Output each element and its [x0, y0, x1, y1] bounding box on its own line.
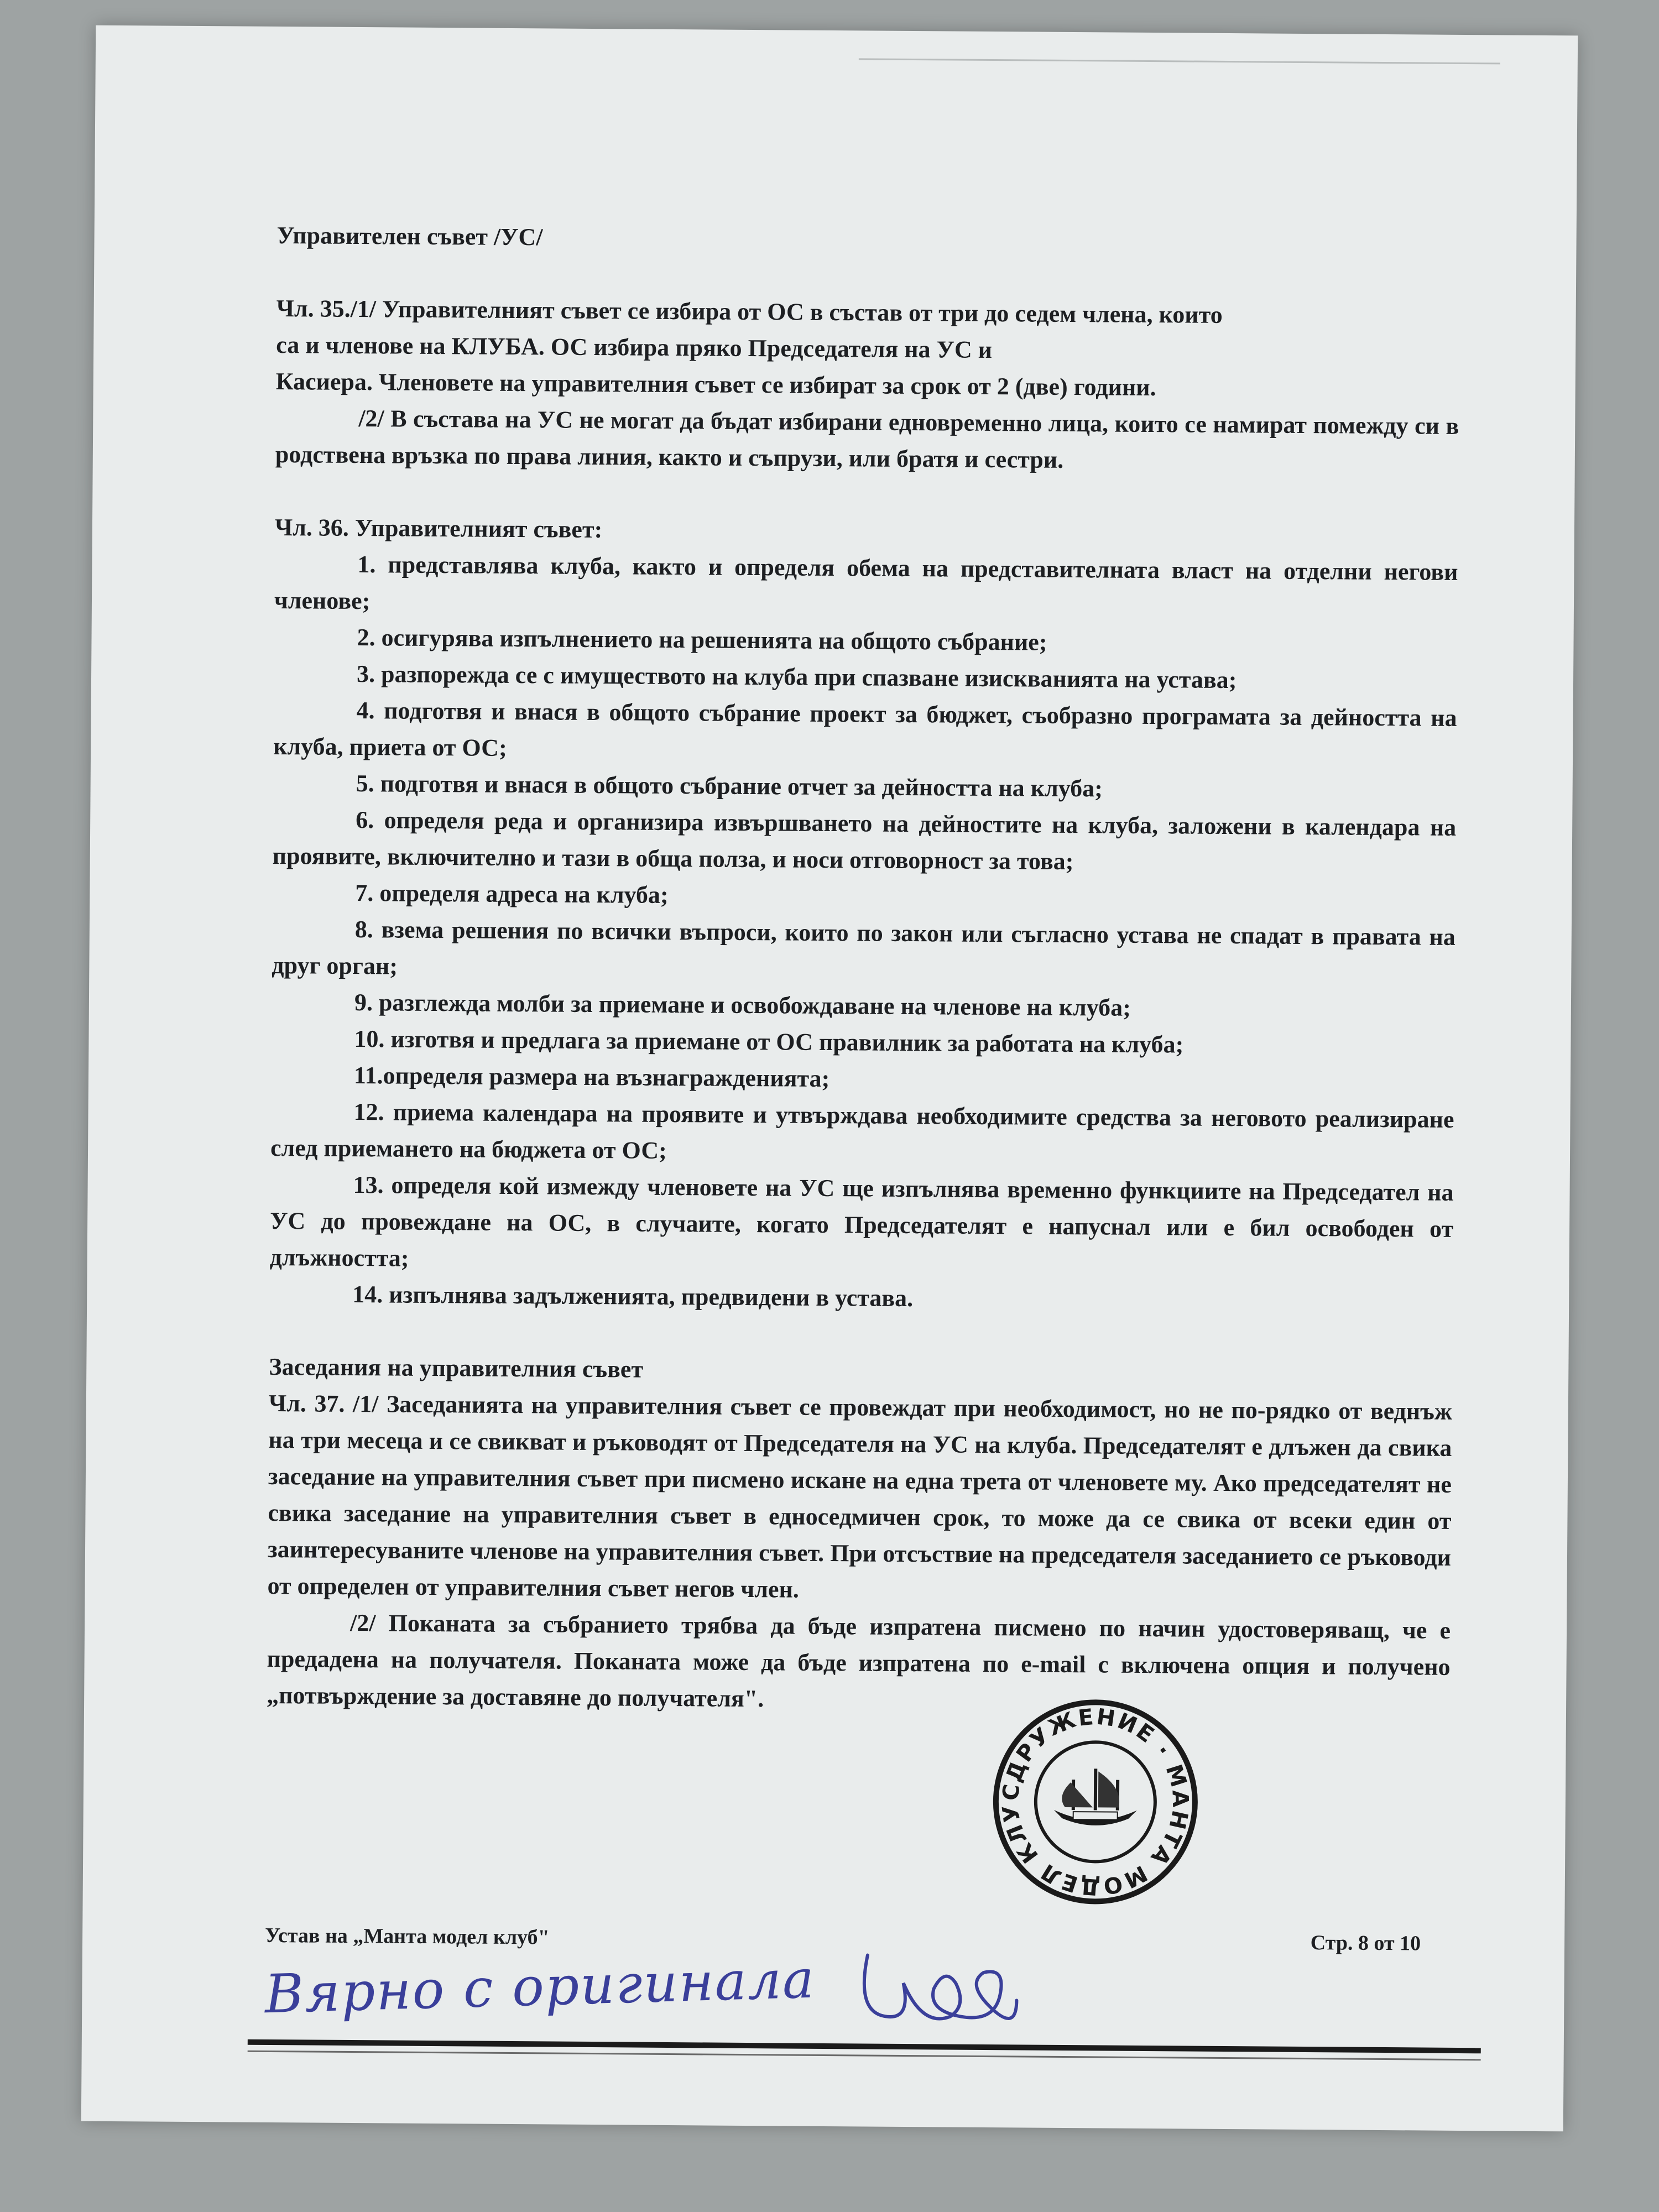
art36-item-6: 6. определя реда и организира извършването на дейностите на клуба, заложени в календара на проявите, включително и тази в обща полза, и носи отговорност за това; [272, 806, 1457, 875]
art36-intro: Чл. 36. Управителният съвет: [274, 513, 603, 544]
art36-item-5: 5. подготвя и внася в общото събрание отчет за дейността на клуба; [356, 770, 1103, 802]
document-body [267, 217, 1460, 1722]
art37-paragraph-1: Чл. 37. /1/ Заседанията на управителния съвет се провеждат при необходимост, но не по-рядко от веднъж на три месеца и се свикват и ръководят от Председателя на УС на клуба. Председателят е длъжен да свика заседание на управителния съвет при писмено искане на една трета от членовете му. Ако председателят не свика заседание на управителния съвет в едноседмичен срок, то може да се свика от всеки един от заинтересуваните членове на управителния съвет. При отсъствие на председателя заседанието се ръководи от определен от управителния съвет негов член. [267, 1389, 1452, 1603]
art36-item-2: 2. осигурява изпълнението на решенията на общото събрание; [357, 624, 1047, 656]
art36-item-14: 14. изпълнява задълженията, предвидени в устава. [352, 1280, 914, 1312]
page-footer [265, 1923, 1421, 1955]
ship-logo-icon [1054, 1768, 1138, 1826]
art36-item-8: 8. взема решения по всички въпроси, които по закон или съгласно устава не спадат в правата на друг орган; [272, 916, 1455, 980]
art35-line2: са и членове на КЛУБА. ОС избира пряко Председателя на УС и [276, 331, 993, 364]
stamp-text: СДРУЖЕНИЕ · МАНТА МОДЕЛ КЛУБ [998, 1704, 1193, 1900]
handwritten-signature [851, 1933, 1028, 2047]
art35-paragraph-2: /2/ В състава на УС не могат да бъдат избирани едновременно лица, които се намират помежду си в родствена връзка по права линия, както и съпрузи, или братя и сестри. [275, 405, 1459, 473]
meetings-heading: Заседания на управителния съвет [269, 1353, 644, 1383]
handwritten-certification: Вярно с оригинала [264, 1948, 816, 2026]
art36-item-12: 12. приема календара на проявите и утвърждава необходимите средства за неговото реализиране след приемането на бюджета от ОС; [270, 1098, 1454, 1164]
art36-item-1: 1. представлява клуба, както и определя обема на представителната власт на отделни негови членове; [274, 551, 1458, 615]
art36-item-4: 4. подготвя и внася в общото събрание проект за бюджет, съобразно програмата за дейността на клуба, приета от ОС; [273, 697, 1457, 761]
art36-item-3: 3. разпорежда се с имуществото на клуба при спазване изискванията на устава; [356, 660, 1237, 694]
art37-paragraph-2: /2/ Поканата за събранието трябва да бъде изпратена писмено по начин удостоверяващ, че е предадена на получателя. Поканата може да бъде изпратена по e-mail с включена опция и получено „потвърждение за доставяне до получателя". [267, 1609, 1451, 1713]
top-rule [859, 58, 1500, 64]
art36-item-7: 7. определя адреса на клуба; [355, 879, 669, 909]
art35-line3: Касиера. Членовете на управителния съвет се избират за срок от 2 (две) години. [275, 367, 1156, 401]
art36-item-10: 10. изготвя и предлага за приемане от ОС правилник за работата на клуба; [354, 1025, 1184, 1058]
section-title: Управителен съвет /УС/ [276, 221, 543, 251]
organization-stamp [990, 1696, 1202, 1911]
document-page [81, 25, 1578, 2132]
art36-item-9: 9. разглежда молби за приемане и освобождаване на членове на клуба; [354, 988, 1131, 1021]
footer-document-name: Устав на „Манта модел клуб" [265, 1923, 550, 1949]
art36-item-11: 11.определя размера на възнагражденията; [353, 1061, 830, 1093]
art36-item-13: 13. определя кой измежду членовете на УС ще изпълнява временно функциите на Председател на УС до провеждане на ОС, в случаите, когато Председателят е напуснал или е бил освободен от длъжността; [269, 1171, 1454, 1272]
art35-line1: Чл. 35./1/ Управителният съвет се избира от ОС в състав от три до седем члена, които [276, 294, 1223, 328]
footer-page-number: Стр. 8 от 10 [1310, 1931, 1421, 1955]
